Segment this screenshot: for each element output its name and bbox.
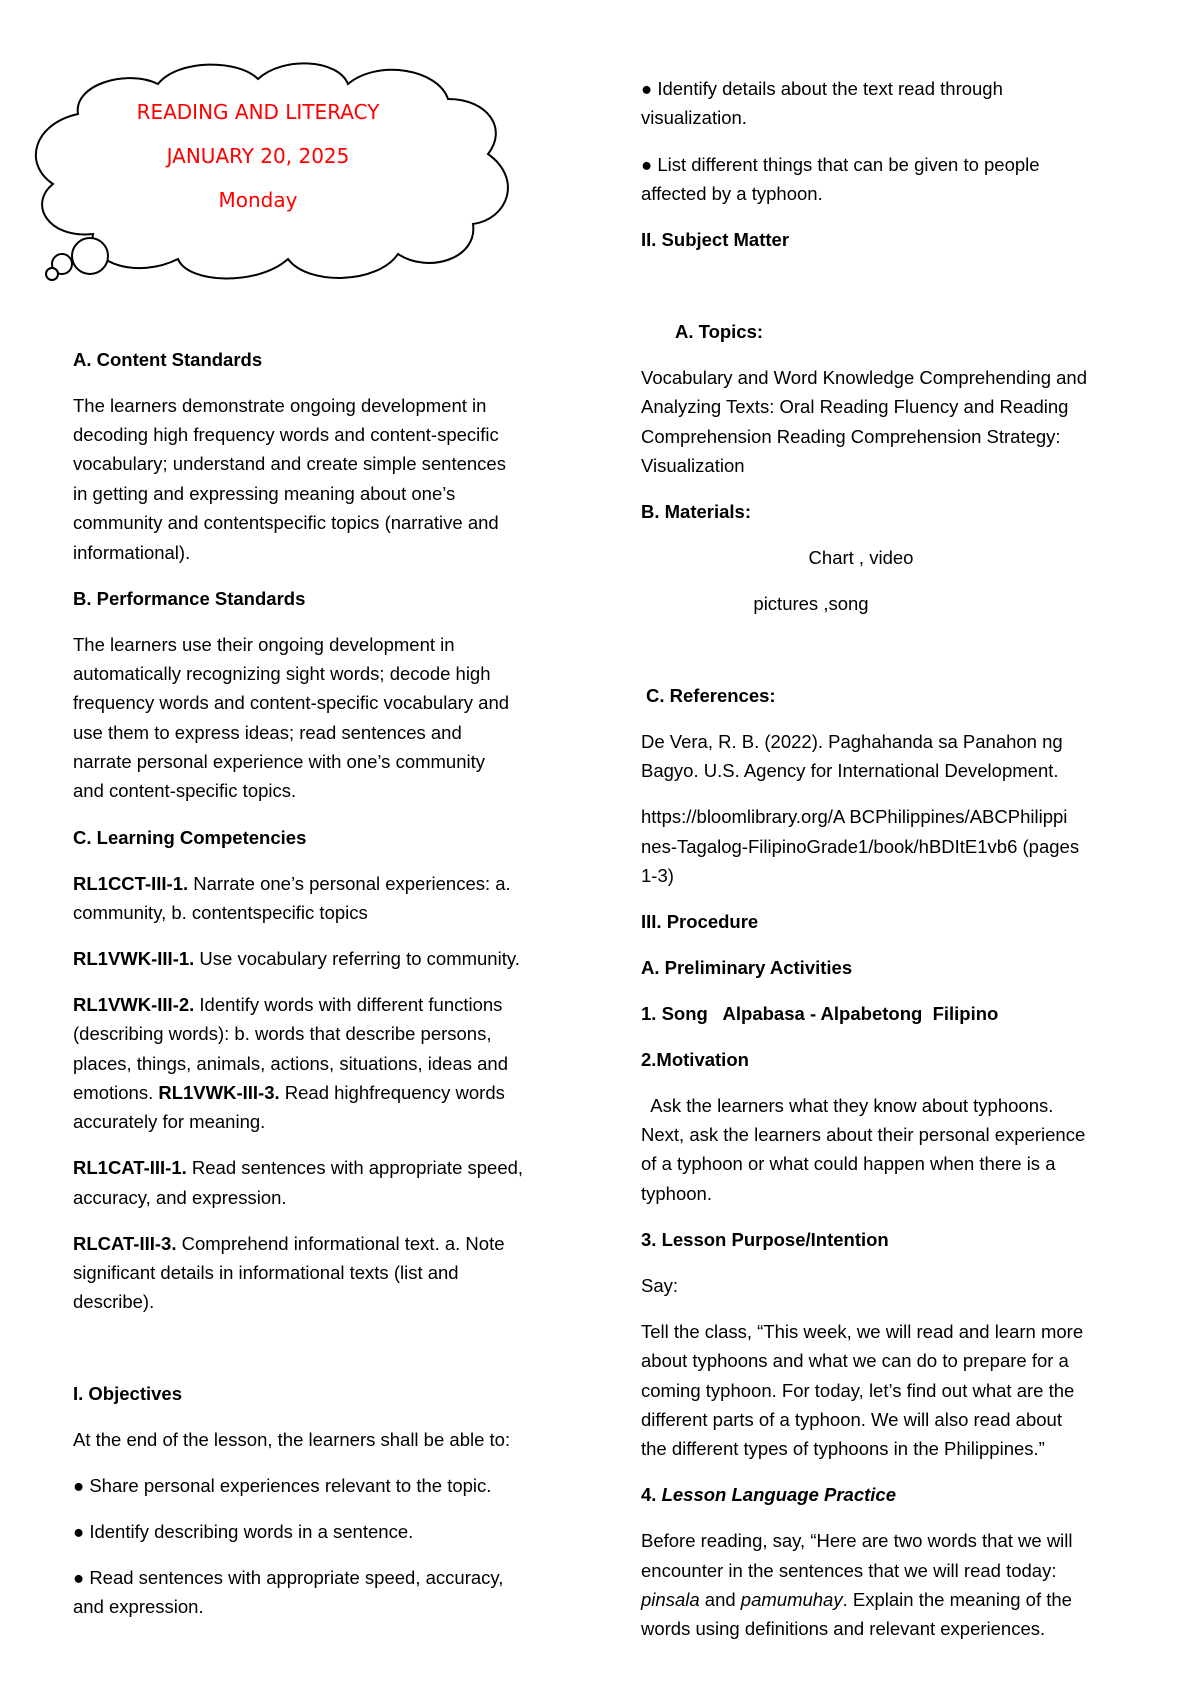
competency-text: Comprehend informational text. a. Note: [176, 1233, 505, 1254]
practice-title: Lesson Language Practice: [661, 1484, 896, 1505]
vocab-word: pamumuhay: [740, 1589, 843, 1610]
competency-text: Narrate one’s personal experiences: a.: [188, 873, 511, 894]
say-label: Say:: [641, 1275, 679, 1296]
topics-line: Comprehension Reading Comprehension Strategy:: [641, 426, 1061, 447]
topics-line: Visualization: [641, 455, 745, 476]
competency-code: RL1CAT-III-1.: [73, 1157, 187, 1178]
competency-text: emotions.: [73, 1082, 159, 1103]
objective-item: ● Identify describing words in a sentence.: [73, 1521, 414, 1542]
purpose-heading: 3. Lesson Purpose/Intention: [641, 1229, 889, 1250]
procedure-heading: III. Procedure: [641, 911, 759, 932]
objective-item-cont: affected by a typhoon.: [641, 183, 823, 204]
before-line: [641, 1585, 1141, 1615]
subject-matter-heading: II. Subject Matter: [641, 229, 790, 250]
tell-line: coming typhoon. For today, let’s find out what are the: [641, 1380, 1075, 1401]
competency-text: Read sentences with appropriate speed,: [186, 1157, 524, 1178]
content-standards-heading: A. Content Standards: [73, 349, 263, 370]
competency-text: Use vocabulary referring to community.: [194, 948, 520, 969]
cloud-shape: [18, 54, 538, 294]
references-heading: C. References:: [646, 685, 776, 706]
content-standards-line: community and contentspecific topics (narrative and: [73, 512, 499, 533]
objective-item: ● Identify details about the text read through: [641, 78, 1003, 99]
before-line: Before reading, say, “Here are two words that we will: [641, 1530, 1073, 1551]
song-heading: 1. Song Alpabasa - Alpabetong Filipino: [641, 1003, 999, 1024]
content-standards-line: decoding high frequency words and content-specific: [73, 424, 499, 445]
motivation-line: Ask the learners what they know about typhoons.: [641, 1095, 1054, 1116]
topics-heading: A. Topics:: [675, 321, 764, 342]
content-standards-line: informational).: [73, 542, 191, 563]
materials-line: pictures ,song: [753, 593, 869, 614]
practice-number: 4.: [641, 1484, 662, 1505]
objective-item: ● List different things that can be given to people: [641, 154, 1040, 175]
competency-3-cont: places, things, animals, actions, situations, ideas and: [73, 1053, 508, 1074]
tell-line: different parts of a typhoon. We will also read about: [641, 1409, 1062, 1430]
competency-code: RL1VWK-III-3.: [158, 1082, 280, 1103]
performance-standards-line: frequency words and content-specific vocabulary and: [73, 692, 510, 713]
lesson-date: JANUARY 20, 2025: [166, 144, 350, 168]
before-text: . Explain the meaning of the: [842, 1589, 1072, 1610]
before-line: encounter in the sentences that we will read today:: [641, 1560, 1057, 1581]
tell-line: about typhoons and what we can do to prepare for a: [641, 1350, 1069, 1371]
competency-5-cont: significant details in informational texts (list and: [73, 1262, 459, 1283]
title-cloud: [18, 54, 538, 294]
content-standards-line: in getting and expressing meaning about one’s: [73, 483, 456, 504]
competency-text: Read highfrequency words: [279, 1082, 505, 1103]
reference-url: https://bloomlibrary.org/A BCPhilippines/ABCPhilippi: [641, 806, 1068, 827]
competency-3-cont: [73, 1078, 573, 1108]
reference-url: 1-3): [641, 865, 674, 886]
motivation-heading: 2.Motivation: [641, 1049, 749, 1070]
objective-item-cont: visualization.: [641, 107, 747, 128]
performance-standards-line: and content-specific topics.: [73, 780, 297, 801]
competency-5-cont: describe).: [73, 1291, 155, 1312]
topics-line: Analyzing Texts: Oral Reading Fluency and Reading: [641, 396, 1069, 417]
competency-4-cont: accuracy, and expression.: [73, 1187, 287, 1208]
objectives-heading: I. Objectives: [73, 1383, 182, 1404]
lesson-day: Monday: [218, 188, 298, 212]
competency-code: RL1CCT-III-1.: [73, 873, 189, 894]
performance-standards-line: The learners use their ongoing development in: [73, 634, 455, 655]
competency-3-cont: (describing words): b. words that describe persons,: [73, 1023, 492, 1044]
materials-line: Chart , video: [808, 547, 914, 568]
motivation-line: typhoon.: [641, 1183, 712, 1204]
objective-item: ● Read sentences with appropriate speed, accuracy,: [73, 1567, 504, 1588]
performance-standards-line: automatically recognizing sight words; decode high: [73, 663, 491, 684]
motivation-line: of a typhoon or what could happen when there is a: [641, 1153, 1056, 1174]
competency-code: RL1VWK-III-1.: [73, 948, 195, 969]
before-line: words using definitions and relevant experiences.: [641, 1618, 1046, 1639]
performance-standards-heading: B. Performance Standards: [73, 588, 306, 609]
reference-line: Bagyo. U.S. Agency for International Development.: [641, 760, 1059, 781]
tell-line: Tell the class, “This week, we will read and learn more: [641, 1321, 1084, 1342]
practice-heading: [641, 1480, 1141, 1510]
competency-3b-cont: accurately for meaning.: [73, 1111, 266, 1132]
competency-3: [73, 990, 573, 1020]
learning-competencies-heading: C. Learning Competencies: [73, 827, 307, 848]
competency-4: [73, 1153, 573, 1183]
topics-line: Vocabulary and Word Knowledge Comprehending and: [641, 367, 1088, 388]
content-standards-line: The learners demonstrate ongoing development in: [73, 395, 487, 416]
materials-heading: B. Materials:: [641, 501, 752, 522]
competency-1: [73, 869, 573, 899]
preliminary-heading: A. Preliminary Activities: [641, 957, 853, 978]
content-standards-line: vocabulary; understand and create simple sentences: [73, 453, 506, 474]
reference-line: De Vera, R. B. (2022). Paghahanda sa Panahon ng: [641, 731, 1063, 752]
lesson-title: READING AND LITERACY: [136, 100, 380, 124]
competency-code: RL1VWK-III-2.: [73, 994, 195, 1015]
objectives-intro: At the end of the lesson, the learners shall be able to:: [73, 1429, 511, 1450]
objective-item-cont: and expression.: [73, 1596, 204, 1617]
competency-5: [73, 1229, 573, 1259]
competency-2: [73, 944, 573, 974]
performance-standards-line: use them to express ideas; read sentences and: [73, 722, 462, 743]
tell-line: the different types of typhoons in the Philippines.”: [641, 1438, 1045, 1459]
objective-item: ● Share personal experiences relevant to the topic.: [73, 1475, 492, 1496]
performance-standards-line: narrate personal experience with one’s community: [73, 751, 486, 772]
vocab-word: pinsala: [641, 1589, 700, 1610]
before-text: and: [699, 1589, 741, 1610]
motivation-line: Next, ask the learners about their personal experience: [641, 1124, 1086, 1145]
reference-url: nes-Tagalog-FilipinoGrade1/book/hBDItE1vb6 (pages: [641, 836, 1080, 857]
competency-1-cont: community, b. contentspecific topics: [73, 902, 368, 923]
competency-code: RLCAT-III-3.: [73, 1233, 177, 1254]
competency-text: Identify words with different functions: [194, 994, 503, 1015]
